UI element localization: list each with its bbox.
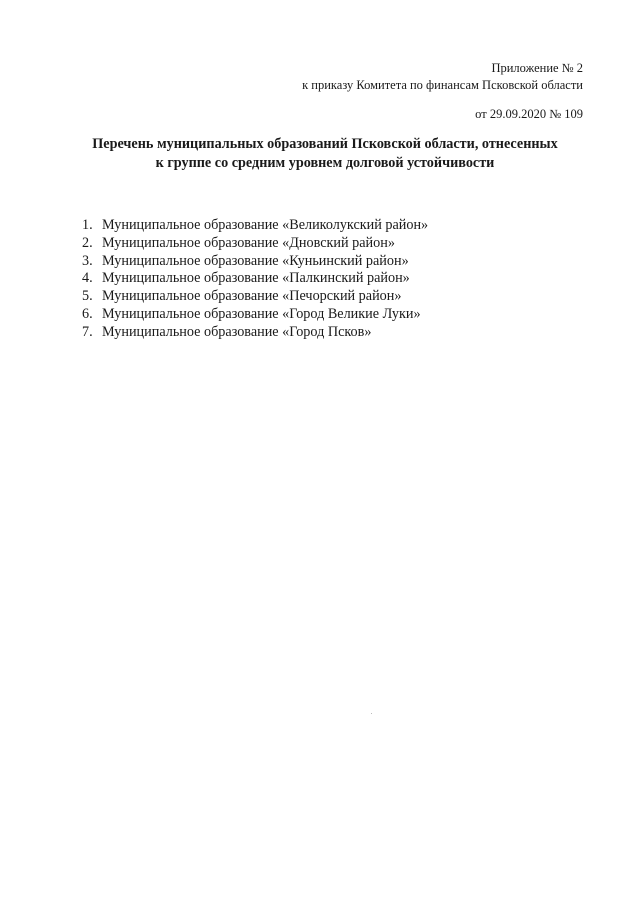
- list-item: [82, 270, 428, 288]
- scan-artifact: [371, 713, 372, 714]
- document-title-line-1: Перечень муниципальных образований Псковской области, отнесенных: [92, 136, 558, 152]
- document-title: [70, 135, 580, 173]
- list-item-number: 5.: [82, 288, 93, 305]
- list-item-number: 7.: [82, 323, 93, 340]
- list-item-text: Муниципальное образование «Куньинский район»: [102, 252, 409, 269]
- list-item-text: Муниципальное образование «Город Великие Луки»: [102, 305, 421, 322]
- list-item-text: Муниципальное образование «Печорский район»: [102, 288, 402, 305]
- list-item-number: 2.: [82, 234, 93, 251]
- list-item-number: 1.: [82, 217, 93, 233]
- document-title-line-2: к группе со средним уровнем долговой устойчивости: [155, 155, 495, 171]
- list-item: [82, 324, 428, 342]
- appendix-label: Приложение № 2: [491, 61, 583, 75]
- appendix-header: [302, 60, 583, 94]
- list-item: [82, 217, 428, 235]
- list-item: [82, 235, 428, 253]
- list-item-text: Муниципальное образование «Город Псков»: [102, 323, 372, 340]
- list-item: [82, 288, 428, 306]
- order-reference: к приказу Комитета по финансам Псковской области: [302, 78, 583, 92]
- list-item-text: Муниципальное образование «Палкинский район»: [102, 270, 410, 287]
- list-item: [82, 253, 428, 271]
- list-item: [82, 306, 428, 324]
- list-item-number: 6.: [82, 305, 93, 322]
- list-item-number: 4.: [82, 270, 93, 287]
- list-item-text: Муниципальное образование «Великолукский район»: [102, 217, 429, 233]
- list-item-text: Муниципальное образование «Дновский район»: [102, 234, 395, 251]
- list-item-number: 3.: [82, 252, 93, 269]
- order-date: от 29.09.2020 № 109: [475, 107, 583, 121]
- municipality-list: [82, 217, 428, 342]
